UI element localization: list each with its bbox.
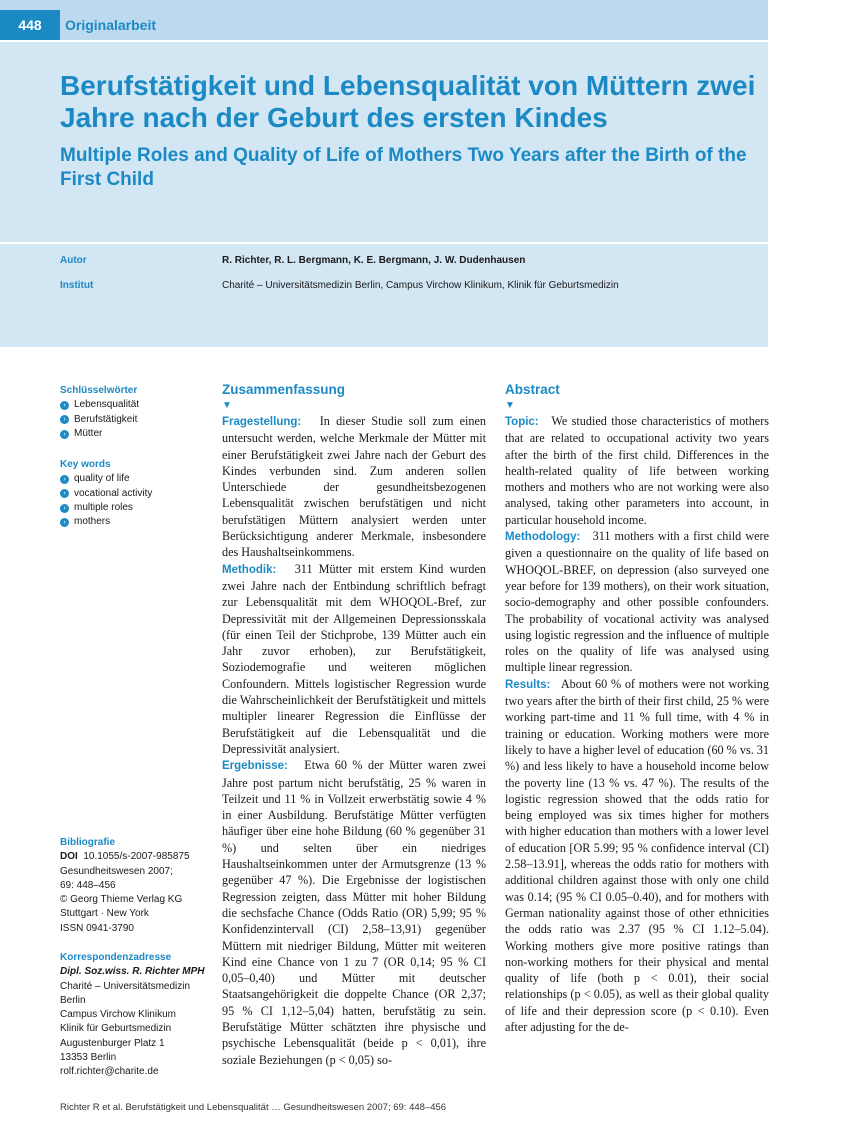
keywords-de-block xyxy=(60,384,210,441)
biblio-line: ISSN 0941-3790 xyxy=(60,922,134,934)
bullet-arrow-icon: › xyxy=(60,504,69,513)
correspondence-block xyxy=(60,951,210,1080)
bibliography-label: Bibliografie xyxy=(60,837,116,848)
address-line: Augustenburger Platz 1 xyxy=(60,1037,165,1049)
header-divider xyxy=(0,40,768,42)
abstract-heading: Abstract xyxy=(505,382,560,397)
email-link[interactable]: rolf.richter@charite.de xyxy=(60,1066,159,1078)
keywords-en-list xyxy=(60,472,210,529)
biblio-line: 69: 448–456 xyxy=(60,879,116,891)
institute: Charité – Universitätsmedizin Berlin, Campus Virchow Klinikum, Klinik für Geburtsmedizin xyxy=(222,280,619,291)
abstract-paragraph: Results: About 60 % of mothers were not working two years after the birth of their first child, 25 % were working part-time and 11 % full time, with 4 % in training or education. Working mothers were more likely to have a higher level of education (60 % vs. 31 %) and less likely to have a household income below the poverty line (13 % vs. 47 %). The results of the logistic regression showed that the odds ratio for being employed was six times higher for mothers with higher education than mothers with a lower level of education [OR 5.99; 95 % confidence interval (CI) 2.58–13.91], whereas the odds ratio for mothers with additional children against those with only one child was 0.14; (95 % CI 0.05–0.40), and for mothers with German nationality against those of other ethnicities the odds ratio was 2.37 (95 % CI 1.12–5.04). Working mothers give more positive ratings than non-working mothers for their physical and mental quality of life (both p < 0.01), their social relationships (p < 0.05), as well as their global quality of life and their depression score (p < 0.10). Even after adjusting for the de- xyxy=(505,676,769,1034)
bullet-arrow-icon: › xyxy=(60,518,69,527)
zusammenfassung-column xyxy=(222,381,486,1068)
section-label: Originalarbeit xyxy=(65,17,157,33)
bibliography-block xyxy=(60,836,210,936)
title-english: Multiple Roles and Quality of Life of Mothers Two Years after the Birth of the First Child xyxy=(60,145,747,190)
keyword-item: › Lebensqualität xyxy=(60,398,210,412)
institute-label: Institut xyxy=(60,280,94,291)
address-line: Charité – Universitätsmedizin xyxy=(60,980,191,992)
address-line: Campus Virchow Klinikum xyxy=(60,1009,176,1021)
footer-citation: Richter R et al. Berufstätigkeit und Lebensqualität … Gesundheitswesen 2007; 69: 448–456 xyxy=(60,1102,447,1113)
correspondence-name: Dipl. Soz.wiss. R. Richter MPH xyxy=(60,966,205,978)
keyword-item: › Mütter xyxy=(60,427,210,441)
meta-divider xyxy=(0,242,768,244)
address-line: Berlin xyxy=(60,994,86,1006)
zusammenfassung-heading: Zusammenfassung xyxy=(222,382,346,397)
page-number: 448 xyxy=(0,10,60,40)
bullet-arrow-icon: › xyxy=(60,415,69,424)
keywords-de-list xyxy=(60,398,210,441)
correspondence-label: Korrespondenzadresse xyxy=(60,952,172,963)
bullet-arrow-icon: › xyxy=(60,430,69,439)
keyword-item: › Berufstätigkeit xyxy=(60,413,210,427)
title-german: Berufstätigkeit und Lebensqualität von Müttern zwei Jahre nach der Geburt des ersten Kindes xyxy=(60,70,756,133)
bullet-arrow-icon: › xyxy=(60,401,69,410)
keyword-item: › vocational activity xyxy=(60,487,210,501)
keyword-item: › mothers xyxy=(60,515,210,529)
triangle-down-icon: ▼ xyxy=(222,400,232,411)
biblio-line: Stuttgart · New York xyxy=(60,908,149,920)
abstract-paragraph: Ergebnisse: Etwa 60 % der Mütter waren zwei Jahre post partum nicht berufstätig, 25 % waren in Teilzeit und 11 % in Vollzeit erwerbstätig sowie 4 % in einer Ausbildung. Berufstätige Mütter verfügten häufiger über eine hohe Bildung (60 % gegenüber 31 %) und selten über ein niedriges Haushaltseinkommen unter der Armutsgrenze (13 % gegenüber 47 %). Die Ergebnisse der logistischen Regression zeigten, dass Mütter mit hoher Bildung die sechsfache Chance (Odds Ratio (OR) 5,99; 95 % Konfidenzintervall (CI) 2,58–13,91) gegenüber Müttern mit niedriger Bildung, Mütter mit weiteren Kind eine Chance von 1 zu 7 (OR 0,14; 95 % CI 0,05–0,40) und Mütter mit deutscher Staatsangehörigkeit die doppelte Chance (OR 2,37; 95 % CI 1,12–5,04) hatten, berufstätig zu sein. Berufstätige Mütter schätzten ihre physische und psychische Lebensqualität (beide p < 0,01), ihre soziale Beziehungen (p < 0,05) so- xyxy=(222,758,486,1067)
abstract-column xyxy=(505,381,769,1035)
keywords-en-block xyxy=(60,458,210,529)
triangle-down-icon: ▼ xyxy=(505,400,515,411)
keywords-de-label: Schlüsselwörter xyxy=(60,385,138,396)
keyword-item: › quality of life xyxy=(60,472,210,486)
author-label: Autor xyxy=(60,255,87,266)
biblio-line: © Georg Thieme Verlag KG xyxy=(60,894,183,906)
address-line: Klinik für Geburtsmedizin xyxy=(60,1023,172,1035)
abstract-paragraph: Topic: We studied those characteristics of mothers that are related to occupational activity two years after the birth of the first child. Differences in the health-related quality of life between working mothers and mothers who are not working were also analysed, taking other parameters into account, in particular household income. xyxy=(505,414,769,527)
biblio-line: Gesundheitswesen 2007; xyxy=(60,865,173,877)
keywords-en-label: Key words xyxy=(60,459,111,470)
abstract-paragraph: Methodik: 311 Mütter mit erstem Kind wurden zwei Jahre nach der Entbindung schriftlich befragt zur Lebensqualität mit dem WHOQOL-Bref, zur Depressivität mit der Allgemeinen Depressionsskala (für einen Teil der Stichprobe, 139 Mütter auch ein Jahr zuvor erhoben), zur Berufstätigkeit, Soziodemografie und weiteren möglichen Confoundern. Mittels logistischer Regression wurde die Wahrscheinlichkeit der Berufstätigkeit und mittels multipler linearer Regression die Einflüsse der Berufstätigkeit auf die Lebensqualität und die Depressivität analysiert. xyxy=(222,561,487,756)
doi-line: DOI 10.1055/s-2007-985875 xyxy=(60,851,190,863)
abstract-paragraph: Methodology: 311 mothers with a first child were given a questionnaire on the quality of life based on WHOQOL-BREF, on depression (also surveyed one year before for 139 mothers), on their work situation, socio-demography and other possible confounders. The probability of vocational activity was analysed using logistic regression and the influence of multiple roles on the quality of life was analysed using multiple linear regression. xyxy=(505,529,770,675)
bullet-arrow-icon: › xyxy=(60,489,69,498)
keyword-item: › multiple roles xyxy=(60,501,210,515)
abstract-paragraph: Fragestellung: In dieser Studie soll zum einen untersucht werden, welche Merkmale der Mütter mit einer Berufstätigkeit zwei Jahre nach der Geburt des Kindes verbunden sind. Zum anderen sollen Unterschiede der gesundheitsbezogenen Lebensqualität zwischen berufstätigen und nicht berufstätigen Müttern analysiert werden unter Berücksichtigung anderer Merkmale, insbesondere des Haushaltseinkommens. xyxy=(222,414,486,560)
bullet-arrow-icon: › xyxy=(60,475,69,484)
address-line: 13353 Berlin xyxy=(60,1052,117,1064)
authors: R. Richter, R. L. Bergmann, K. E. Bergmann, J. W. Dudenhausen xyxy=(222,255,526,266)
